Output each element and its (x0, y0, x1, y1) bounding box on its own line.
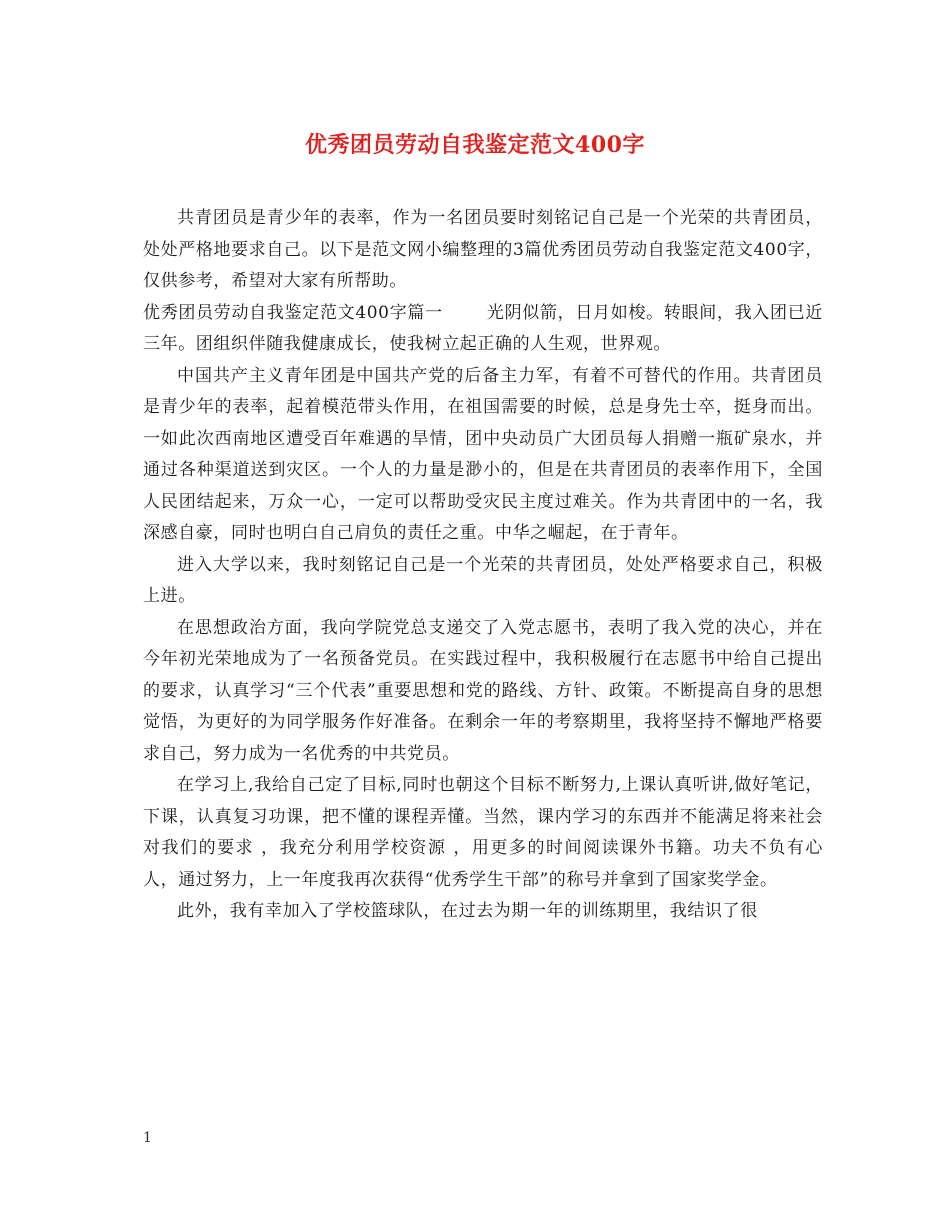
intro-paragraph: 共青团员是青少年的表率，作为一名团员要时刻铭记自己是一个光荣的共青团员，处处严格地要求自己。以下是范文网小编整理的3篇优秀团员劳动自我鉴定范文400字，仅供参考，希望对大家有所帮助。 (143, 208, 823, 291)
body-paragraph: 在学习上,我给自己定了目标,同时也朝这个目标不断努力,上课认真听讲,做好笔记，下课，认真复习功课，把不懂的课程弄懂。当然，课内学习的东西并不能满足将来社会对我们的要求 ，我充分利用学校资源 ，用更多的时间阅读课外书籍。功夫不负有心人，通过努力，上一年度我再次获得“优秀学生干部”的称号并拿到了国家奖学金。 (143, 775, 823, 890)
document-body (143, 203, 823, 928)
section-first-text: 光阴似箭，日月如梭。转眼间，我入团已近三年。团组织伴随我健康成长，使我树立起正确的人生观，世界观。 (143, 302, 823, 354)
body-paragraph: 中国共产主义青年团是中国共产党的后备主力军，有着不可替代的作用。共青团员是青少年的表率，起着模范带头作用，在祖国需要的时候，总是身先士卒，挺身而出。一如此次西南地区遭受百年难遇的旱情，团中央动员广大团员每人捐赠一瓶矿泉水，并通过各种渠道送到灾区。一个人的力量是渺小的，但是在共青团员的表率作用下，全国人民团结起来，万众一心，一定可以帮助受灾民主度过难关。作为共青团中的一名，我深感自豪，同时也明白自己肩负的责任之重。中华之崛起，在于青年。 (143, 365, 823, 543)
document-title: 优秀团员劳动自我鉴定范文400字 (305, 132, 645, 158)
body-paragraph: 进入大学以来，我时刻铭记自己是一个光荣的共青团员，处处严格要求自己，积极上进。 (143, 554, 823, 606)
section-paragraph (143, 298, 823, 361)
body-paragraph: 在思想政治方面，我向学院党总支递交了入党志愿书，表明了我入党的决心，并在今年初光荣地成为了一名预备党员。在实践过程中，我积极履行在志愿书中给自己提出的要求，认真学习“三个代表”重要思想和党的路线、方针、政策。不断提高自身的思想觉悟，为更好的为同学服务作好准备。在剩余一年的考察期里，我将坚持不懈地严格要求自己，努力成为一名优秀的中共党员。 (143, 617, 823, 764)
page-number: 1 (143, 1130, 152, 1146)
body-paragraph: 此外，我有幸加入了学校篮球队，在过去为期一年的训练期里，我结识了很 (177, 901, 758, 921)
section-heading: 优秀团员劳动自我鉴定范文400字篇一 (143, 302, 443, 323)
